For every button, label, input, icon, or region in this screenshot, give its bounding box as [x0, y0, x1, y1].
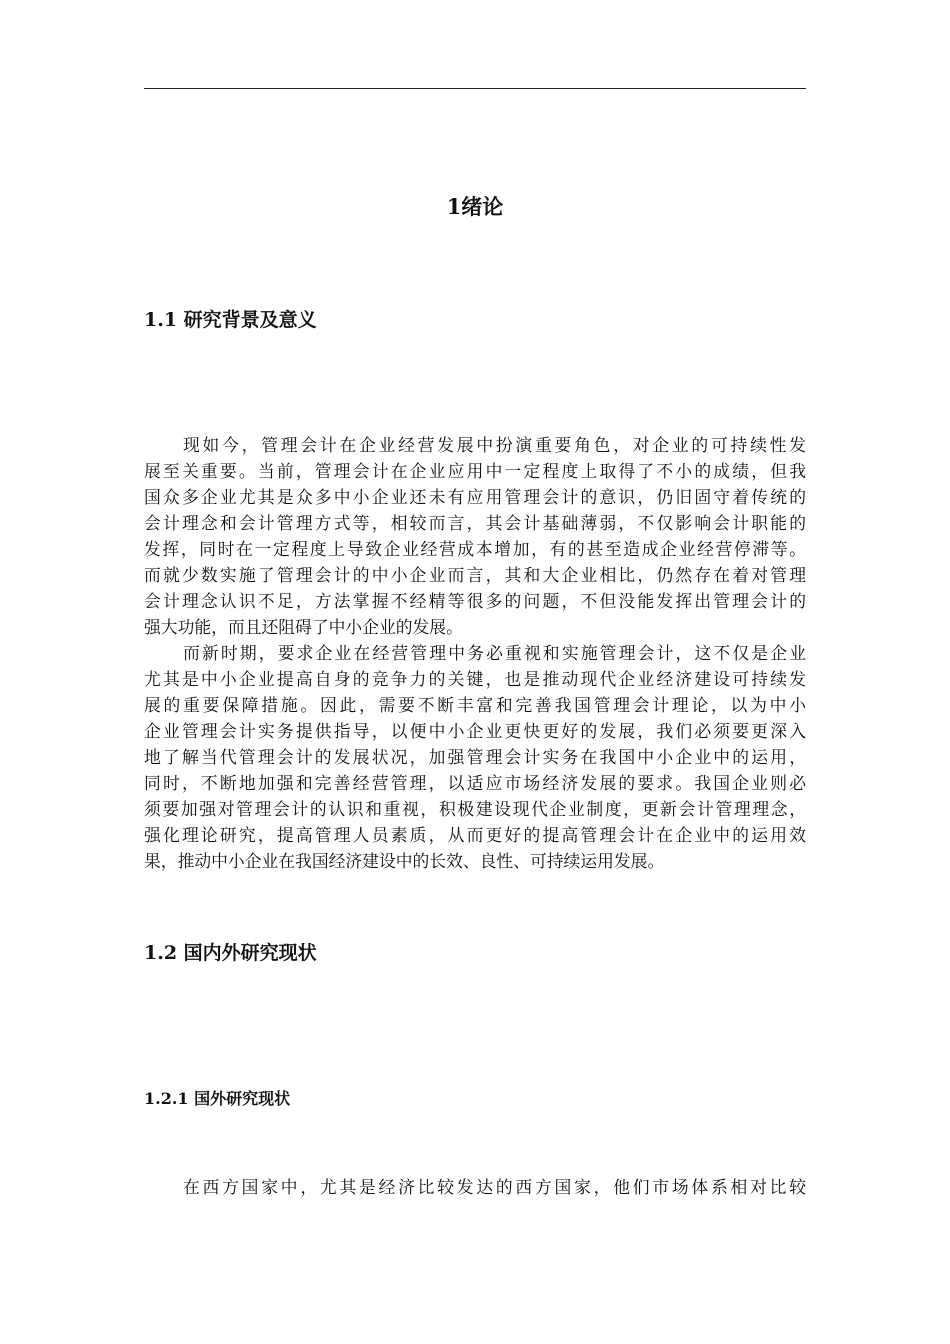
chapter-title: 1绪论	[446, 194, 504, 219]
body-line: 而就少数实施了管理会计的中小企业而言，其和大企业相比，仍然存在着对管理	[144, 565, 806, 585]
section-heading-1-2: 1.2 国内外研究现状	[144, 942, 317, 964]
body-line: 而新时期，要求企业在经营管理中务必重视和实施管理会计，这不仅是企业	[183, 643, 806, 663]
body-line: 果，推动中小企业在我国经济建设中的长效、良性、可持续运用发展。	[144, 851, 665, 871]
body-line: 国众多企业尤其是众多中小企业还未有应用管理会计的意识，仍旧固守着传统的	[144, 487, 806, 507]
body-line: 发挥，同时在一定程度上导致企业经营成本增加，有的甚至造成企业经营停滞等。	[144, 539, 806, 559]
body-line: 企业管理会计实务提供指导，以便中小企业更快更好的发展，我们必须要更深入	[144, 721, 806, 741]
body-line: 强化理论研究，提高管理人员素质，从而更好的提高管理会计在企业中的运用效	[144, 825, 806, 845]
body-line: 展至关重要。当前，管理会计在企业应用中一定程度上取得了不小的成绩，但我	[144, 461, 806, 481]
body-line: 须要加强对管理会计的认识和重视，积极建设现代企业制度，更新会计管理理念，	[144, 799, 806, 819]
subsection-heading-1-2-1: 1.2.1 国外研究现状	[144, 1089, 291, 1108]
body-line: 现如今，管理会计在企业经营发展中扮演重要角色，对企业的可持续性发	[183, 435, 806, 455]
body-line: 地了解当代管理会计的发展状况，加强管理会计实务在我国中小企业中的运用，	[144, 747, 806, 767]
body-line: 在西方国家中，尤其是经济比较发达的西方国家，他们市场体系相对比较	[183, 1177, 806, 1197]
header-rule	[144, 88, 806, 89]
body-line: 强大功能，而且还阻碍了中小企业的发展。	[144, 617, 463, 637]
body-line: 会计理念和会计管理方式等，相较而言，其会计基础薄弱，不仅影响会计职能的	[144, 513, 806, 533]
body-line: 会计理念认识不足，方法掌握不经精等很多的问题，不但没能发挥出管理会计的	[144, 591, 806, 611]
body-line: 同时，不断地加强和完善经营管理，以适应市场经济发展的要求。我国企业则必	[144, 773, 806, 793]
body-line: 展的重要保障措施。因此，需要不断丰富和完善我国管理会计理论，以为中小	[144, 695, 806, 715]
body-line: 尤其是中小企业提高自身的竞争力的关键，也是推动现代企业经济建设可持续发	[144, 669, 806, 689]
section-heading-1-1: 1.1 研究背景及意义	[144, 309, 317, 331]
